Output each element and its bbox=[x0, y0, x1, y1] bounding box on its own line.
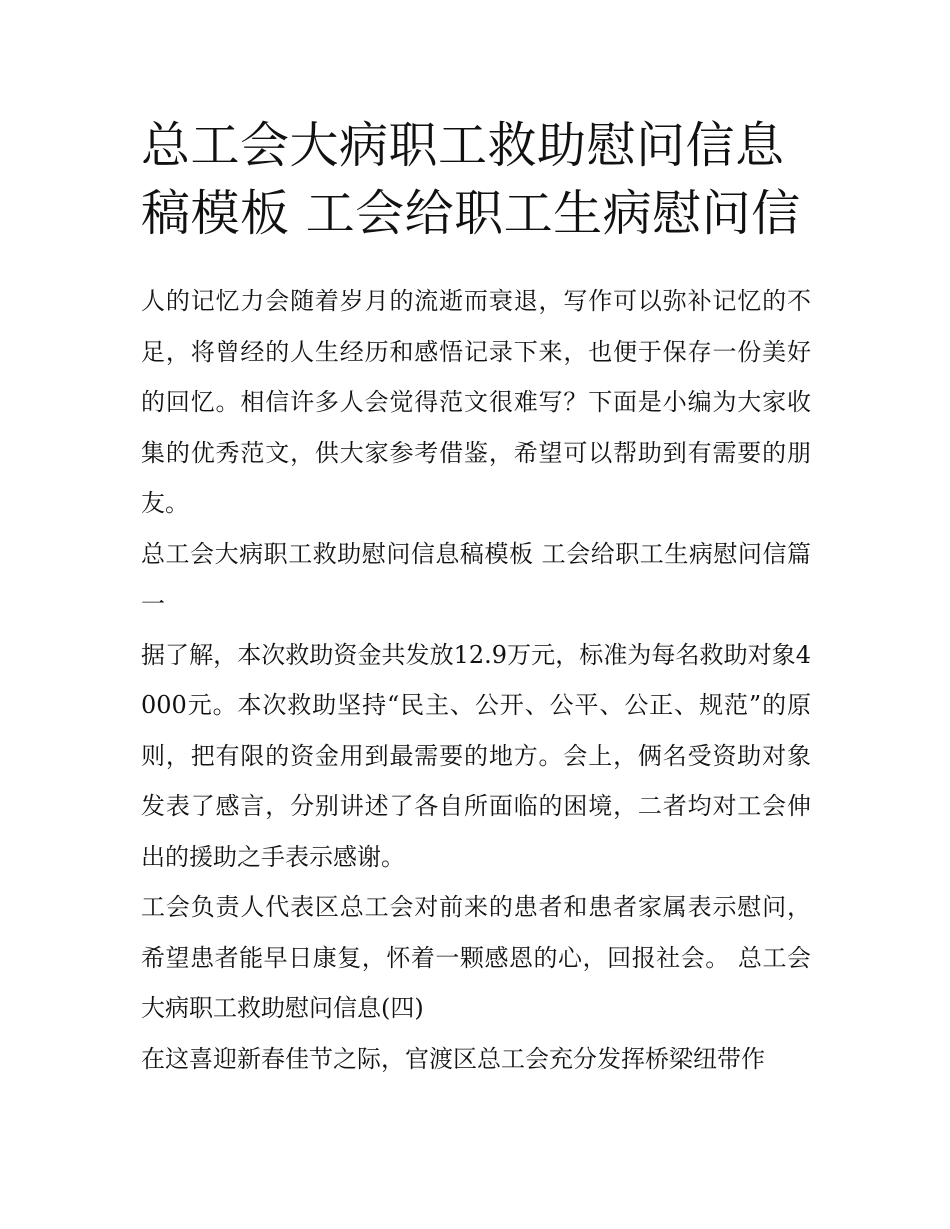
paragraph-section-heading: 总工会大病职工救助慰问信息稿模板 工会给职工生病慰问信篇一 bbox=[141, 539, 811, 618]
paragraph-condolence: 工会负责人代表区总工会对前来的患者和患者家属表示慰问，希望患者能早日康复，怀着一颗感恩的心，回报社会。 总工会大病职工救助慰问信息(四) bbox=[141, 893, 811, 1022]
paragraph-new-year: 在这喜迎新春佳节之际，官渡区总工会充分发挥桥梁纽带作 bbox=[141, 1044, 765, 1073]
document-page bbox=[141, 112, 811, 1084]
document-body bbox=[141, 276, 811, 1084]
document-title: 总工会大病职工救助慰问信息稿模板 工会给职工生病慰问信 bbox=[141, 117, 801, 242]
paragraph-intro: 人的记忆力会随着岁月的流逝而衰退，写作可以弥补记忆的不足，将曾经的人生经历和感悟记录下来，也便于保存一份美好的回忆。相信许多人会觉得范文很难写？下面是小编为大家收集的优秀范文，供大家参考借鉴，希望可以帮助到有需要的朋友。 bbox=[141, 287, 811, 517]
paragraph-funding: 据了解，本次救助资金共发放12.9万元，标准为每名救助对象4000元。本次救助坚持“民主、公开、公平、公正、规范”的原则，把有限的资金用到最需要的地方。会上，俩名受资助对象发表了感言，分别讲述了各自所面临的困境，二者均对工会伸出的援助之手表示感谢。 bbox=[141, 640, 811, 871]
